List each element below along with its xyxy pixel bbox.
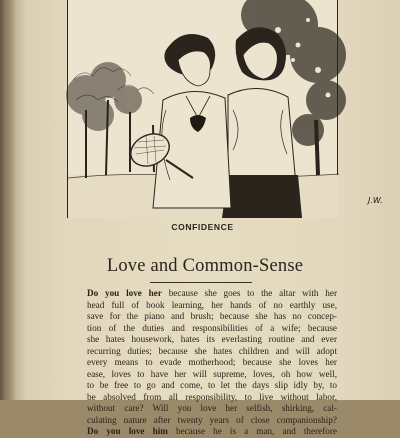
book-gutter (0, 0, 16, 400)
text-line: she hates housework, hates its everlasting routine and ever (87, 334, 337, 344)
text-line: recurring duties; because she hates children and will adopt (87, 345, 337, 356)
illustration-caption: CONFIDENCE (171, 222, 234, 232)
two-women-tennis-racket-illustration (68, 0, 339, 218)
chapter-title: Love and Common-Sense (106, 256, 304, 276)
illustration-two-women (67, 0, 383, 218)
text-line: tion of the duties and responsibilities of a wife; because (87, 322, 337, 333)
text-line: culating nature after twenty years of close companionship? (87, 414, 337, 425)
title-divider (150, 282, 252, 283)
text-line: save for the piano and brush; because she has no concep- (87, 311, 337, 321)
text-line: to be free to go and come, to let the days slip idly by, to (87, 380, 337, 390)
body-paragraph (87, 288, 337, 438)
text-line: ease, loves to have her will supreme, loves, oh how well, (87, 368, 337, 379)
text-line: without care? Will you love her selfish, shirking, cal- (87, 403, 337, 413)
artist-signature: J.W. (368, 196, 383, 205)
text-line: Do you love her because she goes to the altar with her (87, 288, 337, 298)
text-line: Do you love him because he is a man, and therefore (87, 426, 337, 436)
text-line: be absolved from all responsibility, to live without labor, (87, 391, 337, 402)
bold-lead: Do you love her (87, 288, 162, 298)
bold-lead: Do you love him (87, 426, 168, 436)
text-line: every means to evade motherhood; because she loves her (87, 357, 337, 367)
text-line: head full of book learning, her hands of no earthly use, (87, 299, 337, 310)
